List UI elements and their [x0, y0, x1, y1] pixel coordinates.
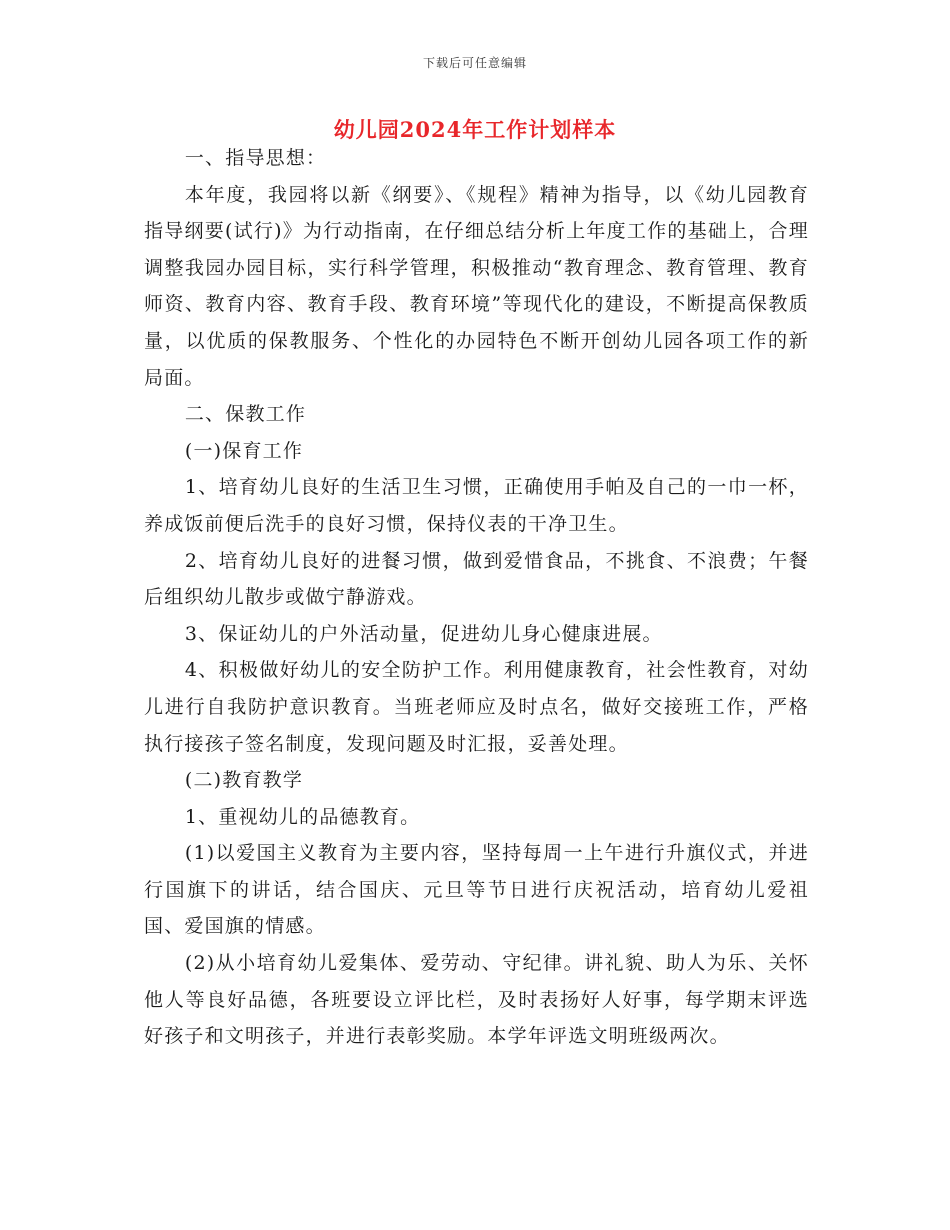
- subsection-heading-care-work: (一)保育工作: [184, 439, 304, 462]
- section-heading-guiding-ideology: 一、指导思想：: [184, 147, 327, 169]
- paragraph-care-item-2: 2、培育幼儿良好的进餐习惯，做到爱惜食品，不挑食、不浪费；午餐后组织幼儿散步或做宁静游戏。: [144, 549, 809, 609]
- header-note: 下载后可任意编辑: [422, 56, 527, 70]
- document-body: [144, 140, 809, 1055]
- section-heading-care-education: 二、保教工作: [184, 403, 307, 426]
- paragraph-teaching-item-1: 1、重视幼儿的品德教育。: [184, 805, 421, 828]
- paragraph-care-item-3: 3、保证幼儿的户外活动量，促进幼儿身心健康进展。: [184, 622, 663, 645]
- paragraph-teaching-item-1-2: (2)从小培育幼儿爱集体、爱劳动、守纪律。讲礼貌、助人为乐、关怀他人等良好品德，各班要设立评比栏，及时表扬好人好事，每学期末评选好孩子和文明孩子，并进行表彰奖励。本学年评选文明班级两次。: [144, 952, 809, 1048]
- paragraph-guiding-ideology: 本年度，我园将以新《纲要》、《规程》精神为指导，以《幼儿园教育指导纲要(试行)》为行动指南，在仔细总结分析上年度工作的基础上，合理调整我园办园目标，实行科学管理，积极推动“教育理念、教育管理、教育师资、教育内容、教育手段、教育环境”等现代化的建设，不断提高保教质量，以优质的保教服务、个性化的办园特色不断开创幼儿园各项工作的新局面。: [144, 183, 809, 389]
- paragraph-care-item-1: 1、培育幼儿良好的生活卫生习惯，正确使用手帕及自己的一巾一杯，养成饭前便后洗手的良好习惯，保持仪表的干净卫生。: [144, 476, 809, 535]
- paragraph-teaching-item-1-1: (1)以爱国主义教育为主要内容，坚持每周一上午进行升旗仪式，并进行国旗下的讲话，结合国庆、元旦等节日进行庆祝活动，培育幼儿爱祖国、爱国旗的情感。: [144, 842, 809, 938]
- subsection-heading-teaching: (二)教育教学: [184, 769, 304, 792]
- document-title: 幼儿园2024年工作计划样本: [333, 117, 617, 142]
- paragraph-care-item-4: 4、积极做好幼儿的安全防护工作。利用健康教育，社会性教育，对幼儿进行自我防护意识教育。当班老师应及时点名，做好交接班工作，严格执行接孩子签名制度，发现问题及时汇报，妥善处理。: [144, 659, 809, 755]
